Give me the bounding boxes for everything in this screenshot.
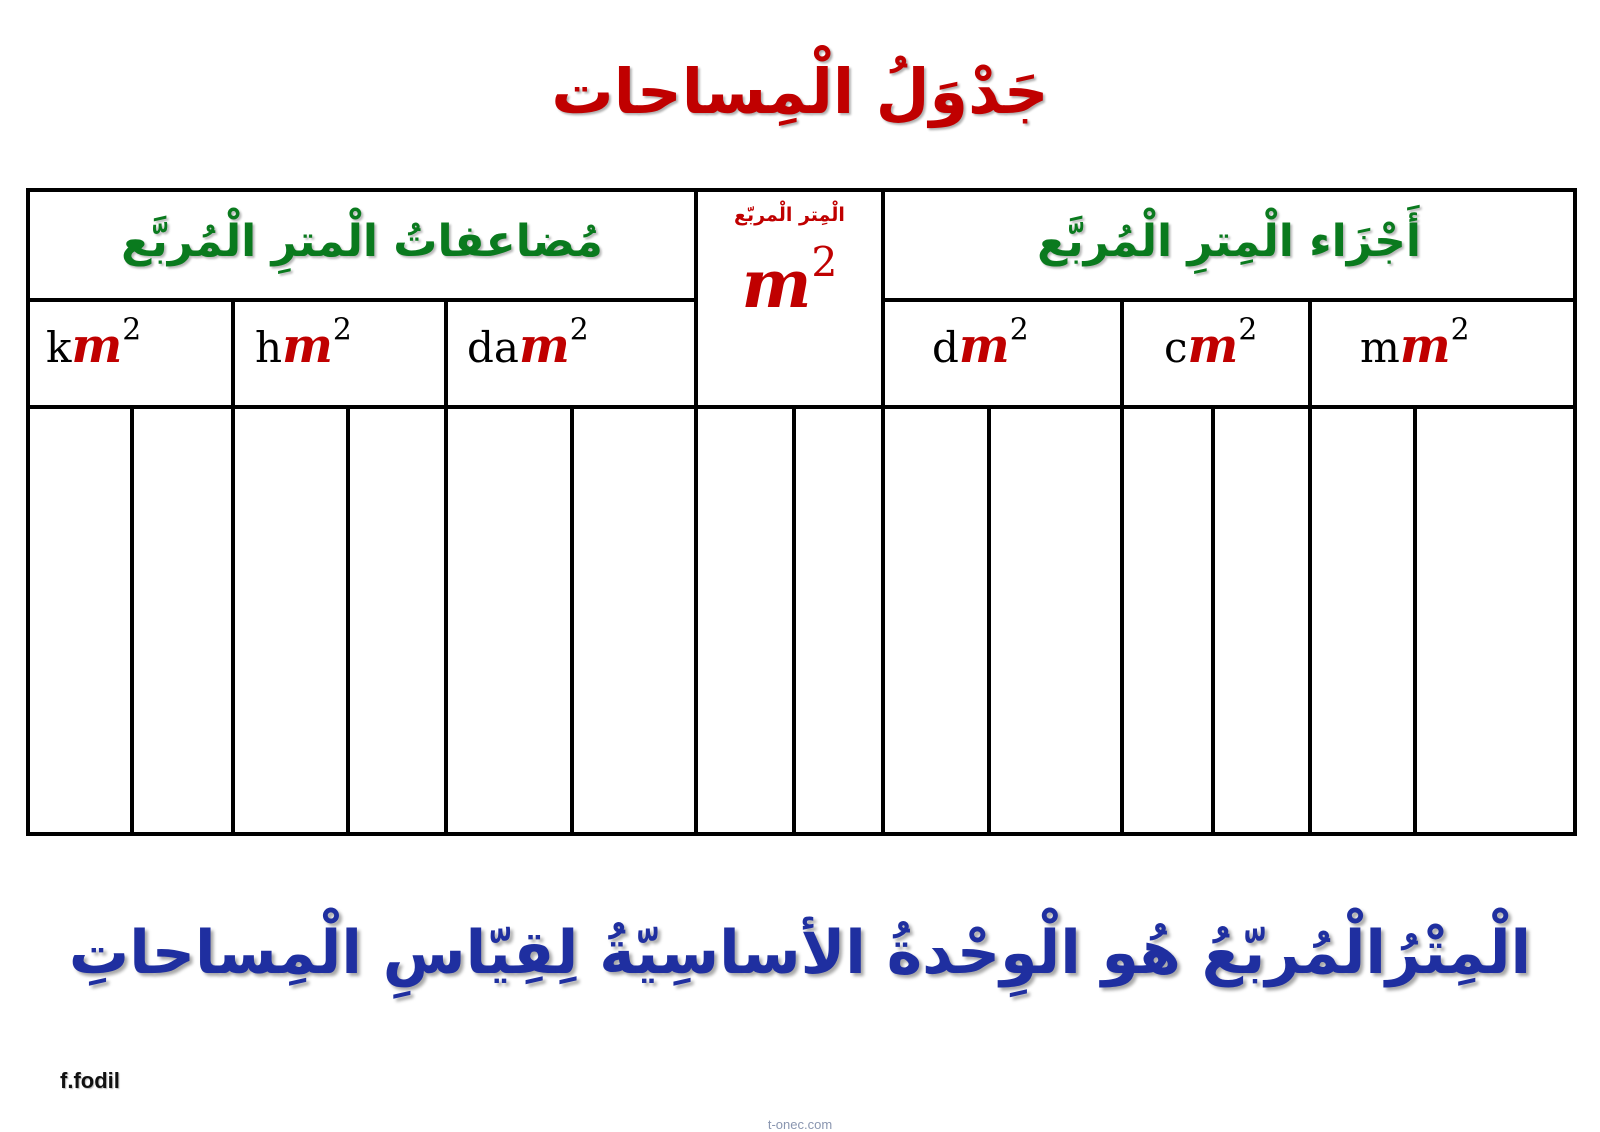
column-line — [444, 298, 448, 836]
digit-column-line — [987, 405, 991, 836]
base-unit-symbol: $m^2$ — [741, 238, 838, 323]
digit-column-line — [570, 405, 574, 836]
column-line — [1308, 298, 1312, 836]
digit-column-line — [130, 405, 134, 836]
author-signature: f.fodil — [60, 1068, 120, 1093]
definition-slogan: الْمِتْرُالْمُربّعُ هُو الْوِحْدةُ الأساسِيّةُ لِقِيّاسِ الْمِساحاتِ — [68, 918, 1532, 988]
header-divider-left — [26, 298, 698, 302]
multiples-header: مُضاعفاتُ الْمترِ الْمُربَّع — [121, 216, 603, 267]
digit-column-line — [1413, 405, 1417, 836]
column-line — [881, 188, 885, 836]
header-divider-right — [881, 298, 1577, 302]
digit-column-line — [792, 405, 796, 836]
unit-cm2: $cm^2$ — [1164, 312, 1258, 374]
submultiples-header: أَجْزَاء الْمِترِ الْمُربَّع — [1037, 216, 1421, 267]
column-line — [1120, 298, 1124, 836]
site-watermark: t-onec.com — [767, 1117, 833, 1132]
units-row-divider — [26, 405, 1577, 409]
page-title: جَدْوَلُ الْمِساحات — [551, 55, 1049, 128]
area-units-table — [26, 188, 1577, 836]
column-line — [231, 298, 235, 836]
digit-column-line — [346, 405, 350, 836]
unit-hm2: $hm^2$ — [255, 312, 352, 374]
digit-column-line — [1211, 405, 1215, 836]
unit-dam2: dam$^2$ — [467, 312, 589, 374]
unit-km2: $km^2$ — [46, 312, 142, 374]
unit-dm2: $dm^2$ — [932, 312, 1029, 374]
unit-mm2: $mm^2$ — [1360, 312, 1470, 374]
base-unit-label: الْمِتر الْمربّع — [734, 204, 845, 226]
